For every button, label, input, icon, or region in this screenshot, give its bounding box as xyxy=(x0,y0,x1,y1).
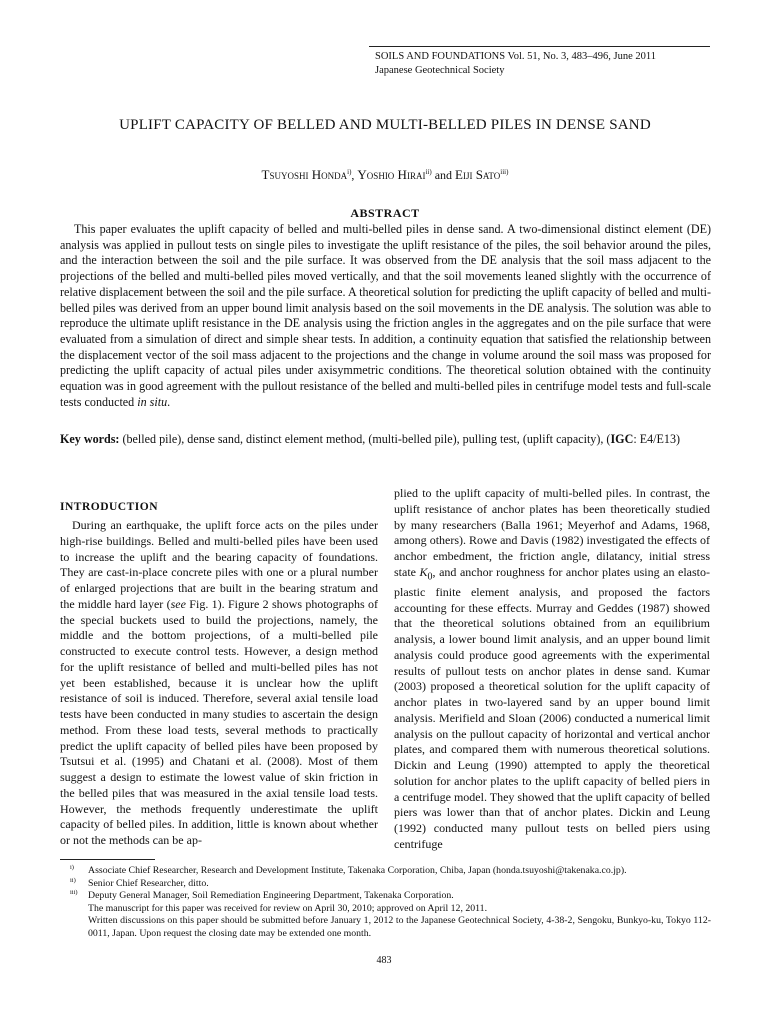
affiliation-mark: i) xyxy=(347,168,352,176)
paper-title: UPLIFT CAPACITY OF BELLED AND MULTI-BELLED PILES IN DENSE SAND xyxy=(119,117,651,133)
society-name: Japanese Geotechnical Society xyxy=(375,65,505,76)
intro-text: Fig. 1). Figure 2 shows photographs of the special buckets used to build the projections, namely, the middle and the bottom projections, of a multi-belled pile constructed to execute control tests. However, a design method for the uplift resistance of belled and multi-belled piles has not yet been established, because it is unclear how the uplift resistance of soil is induced. Therefore, several axial tensile load tests have been conducted in many studies to ascertain the design method. From these load tests, several methods to practically predict the uplift capacity of belled piles have been proposed by Tsutsui et al. (1995) and Chatani et al. (2008). Most of them suggest a design to estimate the lowest value of skin friction in the belled piles that was measured in the axial tensile load tests. However, the methods frequently underestimate the uplift capacity of belled piles. In addition, little is known about whether or not the methods can be ap- xyxy=(60,596,378,847)
received-note: The manuscript for this paper was received for review on April 30, 2010; approved on April 12, 2011. xyxy=(88,902,488,914)
author-separator: and xyxy=(431,168,456,182)
see-text: see xyxy=(170,596,186,611)
author-list xyxy=(40,167,730,183)
footnote xyxy=(60,890,711,903)
footnote-mark: i) xyxy=(70,864,74,871)
intro-text: , and anchor roughness for anchor plates using an elasto-plastic finite element analysis, and proposed the factors accounting for these effects. Murray and Geddes (1987) showed that the theoretical solutions obtained from an equilibrium analysis, a lower bound limit analysis, and an upper bound limit analysis could produce good agreements with the experimental results of pullout tests on anchor plates in dense sand. Kumar (2003) proposed a theoretical solution for the uplift capacity of anchor plates in two-layered sand by an upper bound limit analysis. Merifield and Sloan (2006) conducted a numerical limit analysis on the pullout capacity of horizontal and vertical anchor plates, and compared them with numerous theoretical solutions. Dickin and Leung (1990) attempted to apply the theoretical solution for anchor plates to the uplift capacity of belled piers in a centrifuge model. They showed that the uplift capacity of belled piers was lower than that of anchor plates. Dickin and Leung (1992) conducted many pullout tests on belled piers using centrifuge xyxy=(394,564,711,851)
footnote-text: Deputy General Manager, Soil Remediation Engineering Department, Takenaka Corporation. xyxy=(88,890,454,902)
k0-symbol: K xyxy=(419,564,428,579)
keywords-label: Key words: xyxy=(60,432,120,446)
abstract-text xyxy=(60,222,711,410)
footnote xyxy=(60,878,711,891)
author-name: Tsuyoshi Honda xyxy=(261,167,348,182)
intro-text: plied to the uplift capacity of multi-belled piles. In contrast, the uplift resistance of anchor plates has been theoretically studied by many researchers (Balla 1961; Meyerhof and Adams, 1968, among others). Rowe and Davis (1982) investigated the effects of anchor embedment, the friction angle, dilatancy, initial stress state xyxy=(394,486,710,579)
author-name: Yoshio Hirai xyxy=(357,167,426,182)
footnote-mark: ii) xyxy=(70,876,76,884)
author-name: Eiji Sato xyxy=(455,167,501,182)
footnotes xyxy=(60,865,711,941)
author-separator: , xyxy=(351,168,358,182)
affiliation-mark: ii) xyxy=(425,168,432,176)
header-rule xyxy=(369,46,710,47)
igc-label: IGC xyxy=(610,432,634,446)
introduction-right-column xyxy=(394,486,710,853)
keywords-text: (belled pile), dense sand, distinct element method, (multi-belled pile), pulling test, (uplift capacity), ( xyxy=(119,432,611,446)
page-number: 483 xyxy=(376,955,392,966)
discussion-note: Written discussions on this paper should be submitted before January 1, 2012 to the Japanese Geotechnical Society, 4-38-2, Sengoku, Bunkyo-ku, Tokyo 112-0011, Japan. Upon request the closing date may be extended one month. xyxy=(88,915,711,939)
abstract-body: This paper evaluates the uplift capacity of belled and multi-belled piles in dense sand. A two-dimensional distinct element (DE) analysis was applied in pullout tests on single piles to investigate the uplift resistance of the piles, the soil behavior around the piles, and the interaction between the soil and the pile surface. It was observed from the DE analysis that the soil mass adjacent to the projections of the belled and multi-belled piles moved vertically, and that the soil movements leaned slightly with the occurrence of relative displacement between the soil and the pile surface. A theoretical solution for predicting the uplift capacity of belled and multi-belled piles was derived from an upper bound limit analysis based on the soil movements in the DE analysis. The solution was able to reproduce the ultimate uplift resistance in the DE analysis using the friction angles in the aggregates and on the pile surface that were evaluated from a simulation of direct and simple shear tests. In addition, a continuity equation that satisfied the relationship between the displacement vector of the soil mass adjacent to the projections and the change in volume around the soil mass was proposed for predicting the uplift capacity of actual piles under axisymmetric conditions. The theoretical solution obtained with the continuity equation was in good agreement with the pullout resistance of the belled and multi-belled piles in centrifuge model tests and full-scale tests conducted xyxy=(60,222,711,409)
in-situ-text: in situ xyxy=(137,394,168,409)
abstract-end: . xyxy=(167,394,171,409)
introduction-heading: INTRODUCTION xyxy=(60,501,159,513)
footnote xyxy=(60,865,711,878)
abstract-heading: ABSTRACT xyxy=(350,206,420,220)
intro-text: During an earthquake, the uplift force acts on the piles under high-rise buildings. Belled and multi-belled piles have been used to increase the uplift and the bearing capacity of foundations. They are cast-in-place concrete piles with one or a plural number of enlarged projections that are built in the bearing stratum and the middle hard layer ( xyxy=(60,518,378,611)
affiliation-mark: iii) xyxy=(500,168,509,176)
footnote-rule xyxy=(60,859,155,860)
igc-codes: : E4/E13) xyxy=(633,432,681,446)
footnote-text: Senior Chief Researcher, ditto. xyxy=(88,877,209,889)
k0-subscript: 0 xyxy=(427,571,433,583)
footnote-mark: iii) xyxy=(70,889,78,897)
journal-header: SOILS AND FOUNDATIONS Vol. 51, No. 3, 483–496, June 2011 xyxy=(375,51,656,62)
footnote-text: Associate Chief Researcher, Research and Development Institute, Takenaka Corporation, Chiba, Japan (honda.tsuyoshi@takenaka.co.jp). xyxy=(88,865,627,876)
keywords xyxy=(60,432,711,448)
introduction-left-column xyxy=(60,518,378,849)
